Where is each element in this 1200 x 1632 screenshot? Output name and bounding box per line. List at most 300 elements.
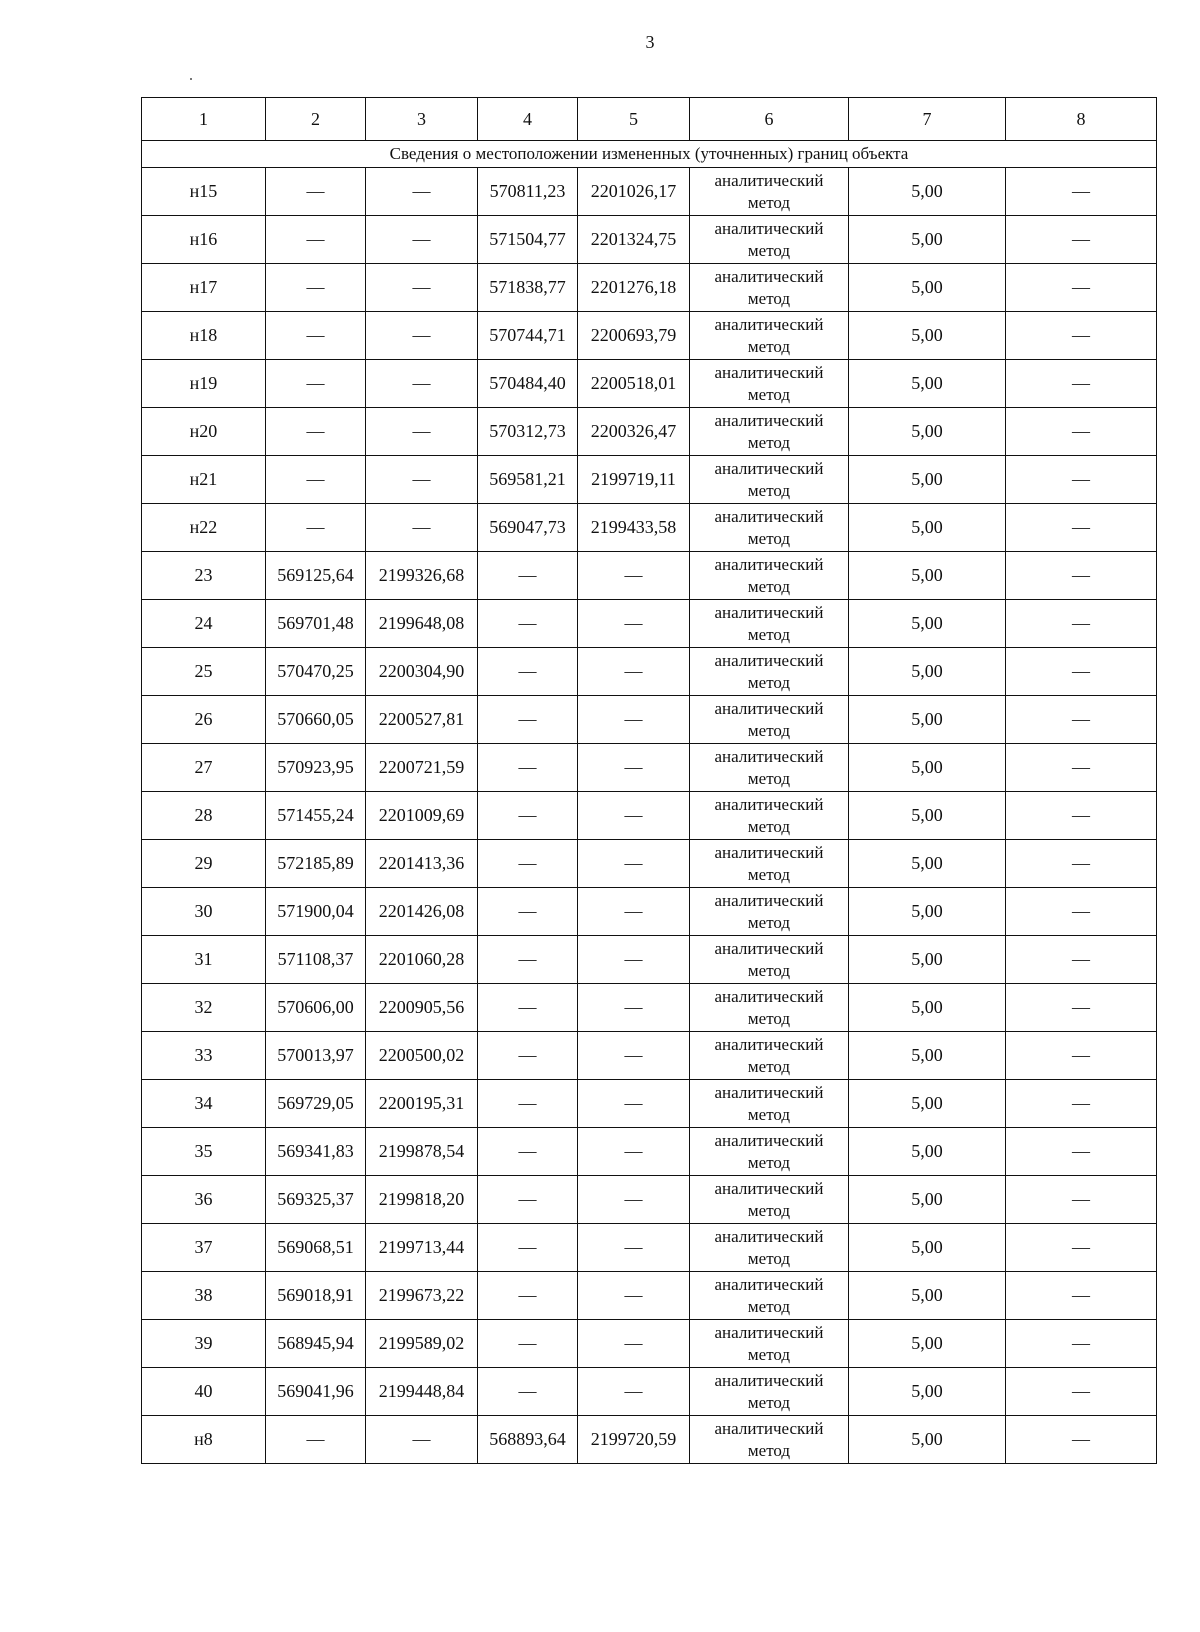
method-line2: метод (747, 960, 791, 980)
refined-y-cell: 2201276,18 (578, 264, 690, 312)
existing-x-cell: — (266, 216, 366, 264)
table-row (142, 1416, 1157, 1464)
accuracy-cell: 5,00 (849, 168, 1006, 216)
table-row (142, 1272, 1157, 1320)
method-cell (690, 1128, 849, 1176)
method-cell (690, 408, 849, 456)
accuracy-cell: 5,00 (849, 312, 1006, 360)
accuracy-cell: 5,00 (849, 1368, 1006, 1416)
description-cell: — (1006, 1416, 1157, 1464)
accuracy-cell: 5,00 (849, 1128, 1006, 1176)
description-cell: — (1006, 1032, 1157, 1080)
table-row (142, 792, 1157, 840)
refined-y-cell: — (578, 648, 690, 696)
column-header: 5 (578, 98, 690, 141)
description-cell: — (1006, 456, 1157, 504)
column-header: 4 (478, 98, 578, 141)
scan-speck (190, 78, 192, 80)
method-line2: метод (747, 336, 791, 356)
table-row (142, 264, 1157, 312)
method-line2: метод (747, 432, 791, 452)
accuracy-cell: 5,00 (849, 504, 1006, 552)
description-cell: — (1006, 168, 1157, 216)
description-cell: — (1006, 1320, 1157, 1368)
method-line2: метод (747, 1296, 791, 1316)
description-cell: — (1006, 888, 1157, 936)
description-cell: — (1006, 552, 1157, 600)
refined-y-cell: 2201324,75 (578, 216, 690, 264)
method-line1: аналитический (714, 218, 824, 238)
table-row (142, 552, 1157, 600)
method-cell (690, 600, 849, 648)
existing-x-cell: 570013,97 (266, 1032, 366, 1080)
accuracy-cell: 5,00 (849, 600, 1006, 648)
existing-x-cell: 569018,91 (266, 1272, 366, 1320)
description-cell: — (1006, 1080, 1157, 1128)
existing-y-cell: 2201009,69 (366, 792, 478, 840)
method-line2: метод (747, 816, 791, 836)
method-line2: метод (747, 1440, 791, 1460)
method-cell (690, 168, 849, 216)
section-title: Сведения о местоположении измененных (уточненных) границ объекта (142, 141, 1157, 168)
existing-y-cell: 2199448,84 (366, 1368, 478, 1416)
existing-x-cell: 571108,37 (266, 936, 366, 984)
existing-y-cell: — (366, 216, 478, 264)
accuracy-cell: 5,00 (849, 744, 1006, 792)
point-number-cell: н15 (142, 168, 266, 216)
method-cell (690, 1032, 849, 1080)
section-title-row (142, 141, 1157, 168)
refined-x-cell: — (478, 744, 578, 792)
existing-y-cell: 2200195,31 (366, 1080, 478, 1128)
point-number-cell: 40 (142, 1368, 266, 1416)
existing-y-cell: 2199648,08 (366, 600, 478, 648)
method-cell (690, 552, 849, 600)
refined-x-cell: — (478, 936, 578, 984)
method-line1: аналитический (714, 698, 824, 718)
point-number-cell: 34 (142, 1080, 266, 1128)
column-header: 6 (690, 98, 849, 141)
refined-x-cell: 568893,64 (478, 1416, 578, 1464)
refined-x-cell: 571504,77 (478, 216, 578, 264)
point-number-cell: 30 (142, 888, 266, 936)
table-row (142, 504, 1157, 552)
method-line2: метод (747, 1344, 791, 1364)
method-line1: аналитический (714, 410, 824, 430)
refined-y-cell: — (578, 1272, 690, 1320)
method-line2: метод (747, 912, 791, 932)
description-cell: — (1006, 216, 1157, 264)
point-number-cell: 32 (142, 984, 266, 1032)
accuracy-cell: 5,00 (849, 984, 1006, 1032)
accuracy-cell: 5,00 (849, 696, 1006, 744)
point-number-cell: 23 (142, 552, 266, 600)
existing-x-cell: 570660,05 (266, 696, 366, 744)
method-cell (690, 1272, 849, 1320)
accuracy-cell: 5,00 (849, 1080, 1006, 1128)
method-line2: метод (747, 288, 791, 308)
description-cell: — (1006, 504, 1157, 552)
point-number-cell: 24 (142, 600, 266, 648)
table-row (142, 600, 1157, 648)
existing-y-cell: 2200527,81 (366, 696, 478, 744)
existing-y-cell: — (366, 456, 478, 504)
existing-x-cell: 569125,64 (266, 552, 366, 600)
existing-y-cell: — (366, 408, 478, 456)
method-cell (690, 1224, 849, 1272)
existing-y-cell: — (366, 1416, 478, 1464)
method-line2: метод (747, 1008, 791, 1028)
accuracy-cell: 5,00 (849, 792, 1006, 840)
method-cell (690, 888, 849, 936)
method-cell (690, 360, 849, 408)
refined-y-cell: 2200518,01 (578, 360, 690, 408)
refined-x-cell: — (478, 600, 578, 648)
existing-y-cell: — (366, 168, 478, 216)
refined-x-cell: — (478, 1032, 578, 1080)
table-row (142, 936, 1157, 984)
existing-x-cell: — (266, 168, 366, 216)
refined-y-cell: — (578, 888, 690, 936)
existing-x-cell: 568945,94 (266, 1320, 366, 1368)
refined-x-cell: — (478, 1176, 578, 1224)
existing-y-cell: 2200721,59 (366, 744, 478, 792)
refined-x-cell: — (478, 1272, 578, 1320)
table-row (142, 1320, 1157, 1368)
existing-y-cell: 2199713,44 (366, 1224, 478, 1272)
method-cell (690, 1416, 849, 1464)
column-header: 8 (1006, 98, 1157, 141)
method-line1: аналитический (714, 1178, 824, 1198)
method-cell (690, 216, 849, 264)
existing-x-cell: 570470,25 (266, 648, 366, 696)
existing-x-cell: 571900,04 (266, 888, 366, 936)
point-number-cell: 38 (142, 1272, 266, 1320)
method-line1: аналитический (714, 1418, 824, 1438)
table-row (142, 696, 1157, 744)
table-row (142, 1032, 1157, 1080)
accuracy-cell: 5,00 (849, 552, 1006, 600)
accuracy-cell: 5,00 (849, 1272, 1006, 1320)
existing-y-cell: — (366, 360, 478, 408)
table-row (142, 984, 1157, 1032)
method-line1: аналитический (714, 1322, 824, 1342)
existing-x-cell: — (266, 1416, 366, 1464)
refined-x-cell: — (478, 1080, 578, 1128)
description-cell: — (1006, 792, 1157, 840)
table-row (142, 456, 1157, 504)
accuracy-cell: 5,00 (849, 216, 1006, 264)
existing-x-cell: — (266, 456, 366, 504)
existing-x-cell: — (266, 264, 366, 312)
existing-x-cell: — (266, 312, 366, 360)
existing-y-cell: 2201413,36 (366, 840, 478, 888)
method-cell (690, 840, 849, 888)
existing-y-cell: 2199589,02 (366, 1320, 478, 1368)
refined-y-cell: — (578, 1128, 690, 1176)
refined-y-cell: — (578, 1080, 690, 1128)
table-row (142, 1224, 1157, 1272)
point-number-cell: н22 (142, 504, 266, 552)
method-line1: аналитический (714, 170, 824, 190)
accuracy-cell: 5,00 (849, 1176, 1006, 1224)
accuracy-cell: 5,00 (849, 1416, 1006, 1464)
point-number-cell: 33 (142, 1032, 266, 1080)
column-header: 2 (266, 98, 366, 141)
table-row (142, 408, 1157, 456)
method-cell (690, 264, 849, 312)
column-header: 1 (142, 98, 266, 141)
point-number-cell: 27 (142, 744, 266, 792)
existing-x-cell: 569068,51 (266, 1224, 366, 1272)
method-line1: аналитический (714, 890, 824, 910)
refined-y-cell: — (578, 696, 690, 744)
refined-y-cell: 2200326,47 (578, 408, 690, 456)
existing-x-cell: 572185,89 (266, 840, 366, 888)
method-line2: метод (747, 1056, 791, 1076)
refined-x-cell: — (478, 648, 578, 696)
existing-y-cell: 2199326,68 (366, 552, 478, 600)
method-line1: аналитический (714, 1226, 824, 1246)
method-cell (690, 696, 849, 744)
method-line2: метод (747, 624, 791, 644)
description-cell: — (1006, 1176, 1157, 1224)
refined-x-cell: 570744,71 (478, 312, 578, 360)
description-cell: — (1006, 648, 1157, 696)
refined-y-cell: — (578, 1368, 690, 1416)
description-cell: — (1006, 600, 1157, 648)
method-cell (690, 1176, 849, 1224)
method-line1: аналитический (714, 266, 824, 286)
refined-y-cell: — (578, 744, 690, 792)
description-cell: — (1006, 1224, 1157, 1272)
column-header: 7 (849, 98, 1006, 141)
method-cell (690, 648, 849, 696)
method-line1: аналитический (714, 650, 824, 670)
refined-x-cell: 570312,73 (478, 408, 578, 456)
existing-x-cell: 569701,48 (266, 600, 366, 648)
accuracy-cell: 5,00 (849, 648, 1006, 696)
existing-y-cell: 2199818,20 (366, 1176, 478, 1224)
method-line2: метод (747, 1200, 791, 1220)
point-number-cell: н21 (142, 456, 266, 504)
method-line2: метод (747, 720, 791, 740)
refined-x-cell: 571838,77 (478, 264, 578, 312)
refined-x-cell: 569581,21 (478, 456, 578, 504)
table-row (142, 648, 1157, 696)
point-number-cell: 37 (142, 1224, 266, 1272)
refined-y-cell: — (578, 552, 690, 600)
table-row (142, 744, 1157, 792)
method-line2: метод (747, 384, 791, 404)
existing-x-cell: 569041,96 (266, 1368, 366, 1416)
existing-y-cell: 2200905,56 (366, 984, 478, 1032)
method-line1: аналитический (714, 458, 824, 478)
method-line1: аналитический (714, 1274, 824, 1294)
existing-x-cell: 571455,24 (266, 792, 366, 840)
accuracy-cell: 5,00 (849, 936, 1006, 984)
method-cell (690, 984, 849, 1032)
existing-y-cell: 2201426,08 (366, 888, 478, 936)
point-number-cell: 31 (142, 936, 266, 984)
refined-y-cell: — (578, 984, 690, 1032)
description-cell: — (1006, 408, 1157, 456)
existing-y-cell: — (366, 264, 478, 312)
method-cell (690, 1368, 849, 1416)
accuracy-cell: 5,00 (849, 1032, 1006, 1080)
refined-x-cell: — (478, 552, 578, 600)
existing-x-cell: 569325,37 (266, 1176, 366, 1224)
refined-y-cell: 2199433,58 (578, 504, 690, 552)
point-number-cell: н19 (142, 360, 266, 408)
point-number-cell: 26 (142, 696, 266, 744)
method-line1: аналитический (714, 746, 824, 766)
table-row (142, 840, 1157, 888)
refined-y-cell: — (578, 792, 690, 840)
point-number-cell: 39 (142, 1320, 266, 1368)
existing-y-cell: 2201060,28 (366, 936, 478, 984)
point-number-cell: н8 (142, 1416, 266, 1464)
refined-y-cell: — (578, 1224, 690, 1272)
refined-y-cell: 2201026,17 (578, 168, 690, 216)
point-number-cell: 35 (142, 1128, 266, 1176)
point-number-cell: н18 (142, 312, 266, 360)
accuracy-cell: 5,00 (849, 840, 1006, 888)
refined-x-cell: — (478, 984, 578, 1032)
refined-y-cell: 2199720,59 (578, 1416, 690, 1464)
description-cell: — (1006, 984, 1157, 1032)
refined-x-cell: — (478, 1128, 578, 1176)
column-header: 3 (366, 98, 478, 141)
accuracy-cell: 5,00 (849, 456, 1006, 504)
point-number-cell: 28 (142, 792, 266, 840)
page-number: 3 (645, 32, 655, 52)
method-line2: метод (747, 576, 791, 596)
table-row (142, 216, 1157, 264)
method-line1: аналитический (714, 986, 824, 1006)
method-line2: метод (747, 672, 791, 692)
refined-x-cell: — (478, 1224, 578, 1272)
refined-y-cell: — (578, 600, 690, 648)
method-line2: метод (747, 192, 791, 212)
table-row (142, 1368, 1157, 1416)
method-line2: метод (747, 864, 791, 884)
description-cell: — (1006, 744, 1157, 792)
method-line1: аналитический (714, 1370, 824, 1390)
table-row (142, 1128, 1157, 1176)
accuracy-cell: 5,00 (849, 408, 1006, 456)
point-number-cell: н16 (142, 216, 266, 264)
refined-y-cell: — (578, 936, 690, 984)
existing-x-cell: — (266, 504, 366, 552)
point-number-cell: н17 (142, 264, 266, 312)
existing-x-cell: 570606,00 (266, 984, 366, 1032)
description-cell: — (1006, 264, 1157, 312)
refined-y-cell: 2200693,79 (578, 312, 690, 360)
existing-y-cell: 2199673,22 (366, 1272, 478, 1320)
refined-x-cell: — (478, 696, 578, 744)
description-cell: — (1006, 360, 1157, 408)
method-line1: аналитический (714, 554, 824, 574)
refined-y-cell: 2199719,11 (578, 456, 690, 504)
description-cell: — (1006, 840, 1157, 888)
method-line2: метод (747, 768, 791, 788)
refined-x-cell: — (478, 1320, 578, 1368)
table-row (142, 168, 1157, 216)
existing-y-cell: — (366, 504, 478, 552)
point-number-cell: 36 (142, 1176, 266, 1224)
method-line2: метод (747, 240, 791, 260)
existing-x-cell: — (266, 360, 366, 408)
method-line2: метод (747, 480, 791, 500)
existing-x-cell: 570923,95 (266, 744, 366, 792)
method-line1: аналитический (714, 314, 824, 334)
accuracy-cell: 5,00 (849, 1224, 1006, 1272)
coordinates-table (141, 97, 1157, 1464)
refined-x-cell: — (478, 888, 578, 936)
table-row (142, 1176, 1157, 1224)
column-header-row (142, 98, 1157, 141)
refined-x-cell: 569047,73 (478, 504, 578, 552)
method-line1: аналитический (714, 842, 824, 862)
table-row (142, 1080, 1157, 1128)
existing-y-cell: 2200500,02 (366, 1032, 478, 1080)
description-cell: — (1006, 696, 1157, 744)
refined-y-cell: — (578, 1320, 690, 1368)
existing-x-cell: — (266, 408, 366, 456)
method-line1: аналитический (714, 938, 824, 958)
method-cell (690, 504, 849, 552)
table-row (142, 888, 1157, 936)
refined-x-cell: 570811,23 (478, 168, 578, 216)
description-cell: — (1006, 936, 1157, 984)
method-line1: аналитический (714, 1034, 824, 1054)
accuracy-cell: 5,00 (849, 1320, 1006, 1368)
accuracy-cell: 5,00 (849, 888, 1006, 936)
method-line1: аналитический (714, 602, 824, 622)
method-line2: метод (747, 1392, 791, 1412)
existing-y-cell: — (366, 312, 478, 360)
refined-x-cell: — (478, 840, 578, 888)
method-line1: аналитический (714, 1130, 824, 1150)
accuracy-cell: 5,00 (849, 360, 1006, 408)
method-line1: аналитический (714, 506, 824, 526)
refined-x-cell: 570484,40 (478, 360, 578, 408)
description-cell: — (1006, 1272, 1157, 1320)
method-cell (690, 1080, 849, 1128)
method-cell (690, 744, 849, 792)
method-line2: метод (747, 1104, 791, 1124)
description-cell: — (1006, 1128, 1157, 1176)
point-number-cell: 29 (142, 840, 266, 888)
method-cell (690, 936, 849, 984)
method-line1: аналитический (714, 1082, 824, 1102)
point-number-cell: 25 (142, 648, 266, 696)
refined-y-cell: — (578, 840, 690, 888)
method-cell (690, 456, 849, 504)
method-cell (690, 312, 849, 360)
description-cell: — (1006, 312, 1157, 360)
table-row (142, 312, 1157, 360)
refined-x-cell: — (478, 1368, 578, 1416)
method-line2: метод (747, 528, 791, 548)
accuracy-cell: 5,00 (849, 264, 1006, 312)
existing-x-cell: 569729,05 (266, 1080, 366, 1128)
method-cell (690, 792, 849, 840)
refined-y-cell: — (578, 1176, 690, 1224)
method-line1: аналитический (714, 794, 824, 814)
method-line2: метод (747, 1152, 791, 1172)
